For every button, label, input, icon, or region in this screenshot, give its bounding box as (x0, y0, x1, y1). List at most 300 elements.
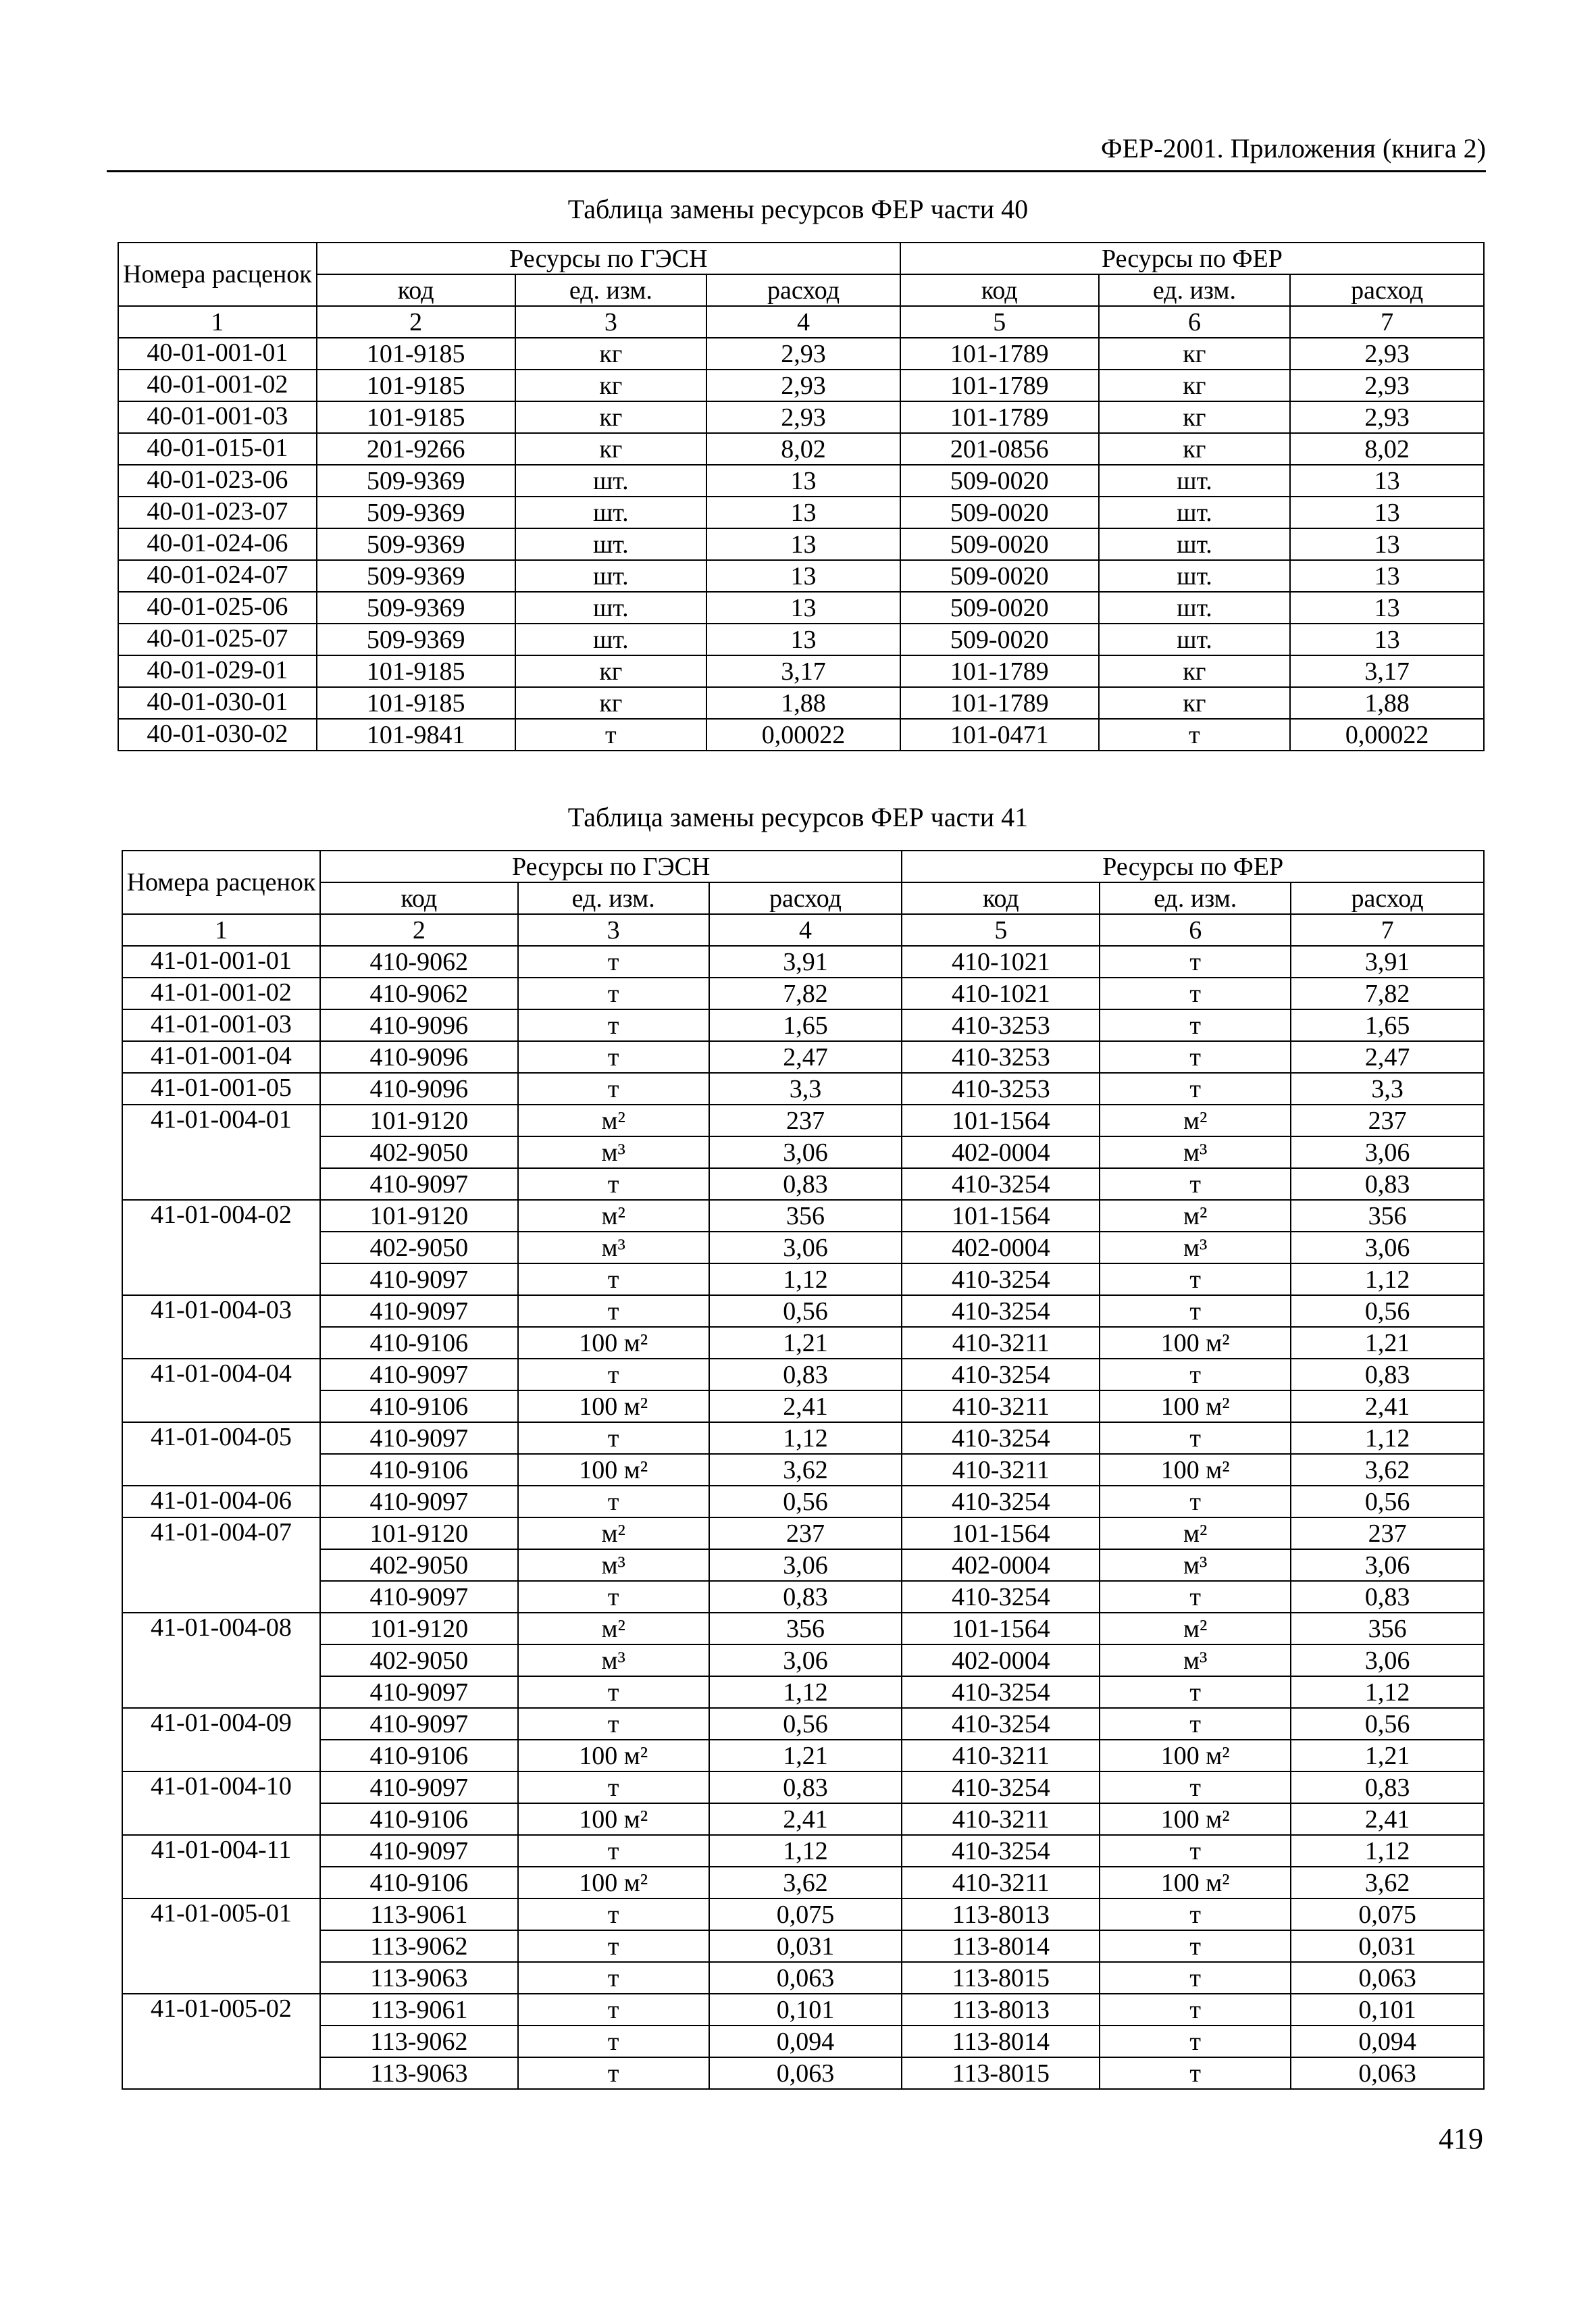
gesn-qty-cell: 3,62 (709, 1867, 902, 1898)
gesn-qty-cell: 2,93 (706, 338, 900, 370)
gesn-qty-cell: 0,101 (709, 1994, 902, 2026)
fer-unit-cell: т (1100, 1930, 1291, 1962)
column-number: 1 (122, 914, 320, 946)
fer-code-cell: 410-3211 (902, 1867, 1100, 1898)
table-row (122, 1136, 1484, 1168)
table-row (118, 528, 1484, 560)
gesn-qty-cell: 2,93 (706, 370, 900, 401)
column-number: 4 (709, 914, 902, 946)
gesn-qty-cell: 7,82 (709, 978, 902, 1009)
fer-qty-cell: 1,21 (1291, 1740, 1484, 1771)
fer-unit-cell: т (1100, 1041, 1291, 1073)
fer-code-cell: 113-8015 (902, 1962, 1100, 1994)
fer-code-cell: 410-3254 (902, 1168, 1100, 1200)
gesn-unit-cell: 100 м² (518, 1867, 709, 1898)
table-row (122, 1422, 1484, 1454)
fer-unit-cell: м² (1100, 1613, 1291, 1644)
gesn-unit-cell: т (518, 2026, 709, 2057)
fer-unit-cell: 100 м² (1100, 1867, 1291, 1898)
gesn-qty-cell: 13 (706, 560, 900, 592)
fer-qty-cell: 13 (1290, 624, 1484, 655)
fer-code-cell: 509-0020 (900, 560, 1099, 592)
fer-unit-cell: т (1100, 946, 1291, 978)
gesn-qty-cell: 3,91 (709, 946, 902, 978)
table-row (118, 338, 1484, 370)
fer-unit-cell: т (1100, 1676, 1291, 1708)
table-row (122, 1803, 1484, 1835)
rate-number-cell: 40-01-024-07 (118, 560, 317, 592)
fer-qty-cell: 356 (1291, 1200, 1484, 1232)
rate-number-cell (122, 1740, 320, 1771)
fer-code-cell: 101-1564 (902, 1613, 1100, 1644)
gesn-code-cell: 410-9106 (320, 1803, 518, 1835)
rate-numbers-header: Номера расценок (118, 243, 317, 306)
gesn-qty-cell: 0,56 (709, 1708, 902, 1740)
fer-unit-cell: шт. (1099, 528, 1291, 560)
fer-code-cell: 101-1789 (900, 370, 1099, 401)
fer-qty-cell: 0,83 (1291, 1359, 1484, 1390)
gesn-code-cell: 410-9097 (320, 1168, 518, 1200)
fer-qty-cell: 2,93 (1290, 338, 1484, 370)
table-row (122, 1105, 1484, 1136)
gesn-code-cell: 410-9106 (320, 1867, 518, 1898)
gesn-qty-cell: 0,83 (709, 1771, 902, 1803)
rate-number-cell (122, 1136, 320, 1168)
fer-unit-cell: т (1100, 2057, 1291, 2089)
table-row (122, 1994, 1484, 2026)
rate-number-cell (122, 1867, 320, 1898)
fer-unit-cell: шт. (1099, 560, 1291, 592)
table-41-body (122, 946, 1484, 2089)
gesn-qty-cell: 3,06 (709, 1232, 902, 1263)
fer-unit-cell: м³ (1100, 1136, 1291, 1168)
fer-qty-cell: 3,06 (1291, 1232, 1484, 1263)
fer-qty-header: расход (1290, 274, 1484, 306)
fer-qty-cell: 0,101 (1291, 1994, 1484, 2026)
gesn-unit-cell: кг (515, 401, 707, 433)
rate-number-cell (122, 1263, 320, 1295)
fer-code-cell: 101-0471 (900, 719, 1099, 751)
gesn-qty-cell: 0,83 (709, 1168, 902, 1200)
fer-unit-cell: т (1100, 1359, 1291, 1390)
gesn-code-cell: 410-9062 (320, 946, 518, 978)
rate-number-cell: 41-01-001-01 (122, 946, 320, 978)
gesn-qty-cell: 3,62 (709, 1454, 902, 1486)
gesn-code-cell: 410-9106 (320, 1454, 518, 1486)
table-row (118, 560, 1484, 592)
fer-unit-cell: шт. (1099, 497, 1291, 528)
fer-unit-cell: шт. (1099, 624, 1291, 655)
rate-number-cell: 41-01-001-05 (122, 1073, 320, 1105)
gesn-code-cell: 402-9050 (320, 1549, 518, 1581)
column-number: 5 (902, 914, 1100, 946)
fer-unit-cell: т (1100, 1771, 1291, 1803)
fer-code-cell: 410-3254 (902, 1263, 1100, 1295)
gesn-code-cell: 509-9369 (317, 465, 515, 497)
fer-code-cell: 410-3253 (902, 1041, 1100, 1073)
table-row (122, 2057, 1484, 2089)
fer-code-cell: 101-1789 (900, 687, 1099, 719)
gesn-unit-cell: шт. (515, 560, 707, 592)
gesn-code-cell: 509-9369 (317, 624, 515, 655)
table-row (118, 401, 1484, 433)
table-row (122, 1708, 1484, 1740)
gesn-unit-cell: м³ (518, 1136, 709, 1168)
table-row (122, 1454, 1484, 1486)
rate-number-cell: 40-01-001-01 (118, 338, 317, 370)
fer-qty-cell: 8,02 (1290, 433, 1484, 465)
fer-code-cell: 410-3211 (902, 1327, 1100, 1359)
rate-number-cell (122, 1168, 320, 1200)
table-row (118, 465, 1484, 497)
rate-number-cell: 41-01-004-02 (122, 1200, 320, 1232)
rate-number-cell: 41-01-004-03 (122, 1295, 320, 1327)
gesn-code-cell: 101-9185 (317, 687, 515, 719)
fer-code-cell: 410-3254 (902, 1771, 1100, 1803)
fer-group-header: Ресурсы по ФЕР (900, 243, 1484, 274)
gesn-code-cell: 113-9061 (320, 1898, 518, 1930)
fer-qty-cell: 0,063 (1291, 1962, 1484, 1994)
fer-unit-cell: м³ (1100, 1549, 1291, 1581)
rate-number-cell (122, 1962, 320, 1994)
fer-unit-cell: т (1100, 1486, 1291, 1517)
running-header: ФЕР-2001. Приложения (книга 2) (107, 132, 1486, 172)
table-row (118, 497, 1484, 528)
gesn-unit-cell: 100 м² (518, 1740, 709, 1771)
gesn-qty-cell: 356 (709, 1613, 902, 1644)
rate-number-cell: 40-01-029-01 (118, 655, 317, 687)
fer-qty-cell: 2,41 (1291, 1803, 1484, 1835)
gesn-unit-cell: м³ (518, 1232, 709, 1263)
fer-group-header: Ресурсы по ФЕР (902, 851, 1484, 882)
gesn-unit-cell: кг (515, 370, 707, 401)
fer-qty-cell: 13 (1290, 465, 1484, 497)
fer-code-cell: 410-3254 (902, 1486, 1100, 1517)
gesn-code-cell: 410-9096 (320, 1041, 518, 1073)
gesn-code-cell: 410-9097 (320, 1581, 518, 1613)
gesn-code-cell: 410-9097 (320, 1422, 518, 1454)
gesn-unit-cell: шт. (515, 497, 707, 528)
gesn-unit-cell: т (518, 1708, 709, 1740)
column-number: 5 (900, 306, 1099, 338)
rate-number-cell: 40-01-030-02 (118, 719, 317, 751)
fer-qty-cell: 0,83 (1291, 1168, 1484, 1200)
gesn-code-cell: 410-9097 (320, 1771, 518, 1803)
table-row (122, 1390, 1484, 1422)
gesn-unit-cell: т (518, 1009, 709, 1041)
fer-qty-cell: 7,82 (1291, 978, 1484, 1009)
fer-qty-cell: 0,56 (1291, 1486, 1484, 1517)
fer-qty-cell: 0,031 (1291, 1930, 1484, 1962)
fer-unit-cell: м³ (1100, 1644, 1291, 1676)
fer-qty-cell: 0,094 (1291, 2026, 1484, 2057)
gesn-unit-cell: м³ (518, 1644, 709, 1676)
fer-qty-cell: 2,93 (1290, 401, 1484, 433)
table-row (122, 1009, 1484, 1041)
rate-number-cell: 41-01-004-06 (122, 1486, 320, 1517)
gesn-unit-cell: т (518, 1263, 709, 1295)
fer-unit-cell: т (1100, 1581, 1291, 1613)
fer-unit-header: ед. изм. (1100, 882, 1291, 914)
fer-qty-cell: 237 (1291, 1517, 1484, 1549)
table-row (118, 719, 1484, 751)
fer-code-cell: 410-3254 (902, 1422, 1100, 1454)
rate-number-cell: 41-01-001-02 (122, 978, 320, 1009)
page-number: 419 (1439, 2122, 1483, 2155)
gesn-qty-cell: 356 (709, 1200, 902, 1232)
gesn-qty-cell: 0,063 (709, 1962, 902, 1994)
gesn-code-cell: 101-9185 (317, 338, 515, 370)
fer-qty-cell: 0,063 (1291, 2057, 1484, 2089)
table-row (122, 946, 1484, 978)
gesn-unit-header: ед. изм. (518, 882, 709, 914)
table-row (122, 1549, 1484, 1581)
table-row (122, 1676, 1484, 1708)
gesn-unit-cell: кг (515, 433, 707, 465)
fer-qty-cell: 1,88 (1290, 687, 1484, 719)
rate-number-cell (122, 1327, 320, 1359)
fer-unit-cell: т (1100, 1295, 1291, 1327)
fer-unit-cell: т (1100, 1009, 1291, 1041)
rate-number-cell (122, 1930, 320, 1962)
gesn-qty-cell: 1,88 (706, 687, 900, 719)
fer-unit-cell: кг (1099, 655, 1291, 687)
gesn-qty-cell: 2,93 (706, 401, 900, 433)
gesn-code-cell: 410-9096 (320, 1009, 518, 1041)
table-row (122, 1359, 1484, 1390)
fer-code-cell: 113-8013 (902, 1898, 1100, 1930)
fer-code-cell: 402-0004 (902, 1644, 1100, 1676)
fer-code-cell: 509-0020 (900, 465, 1099, 497)
fer-code-cell: 410-3211 (902, 1454, 1100, 1486)
fer-unit-cell: т (1100, 1708, 1291, 1740)
gesn-unit-cell: т (515, 719, 707, 751)
gesn-code-cell: 101-9120 (320, 1517, 518, 1549)
gesn-code-cell: 410-9106 (320, 1327, 518, 1359)
gesn-unit-cell: 100 м² (518, 1454, 709, 1486)
table-row (118, 592, 1484, 624)
fer-code-cell: 410-3254 (902, 1359, 1100, 1390)
fer-unit-cell: кг (1099, 370, 1291, 401)
fer-code-cell: 402-0004 (902, 1136, 1100, 1168)
gesn-code-cell: 410-9106 (320, 1390, 518, 1422)
rate-number-cell: 40-01-001-02 (118, 370, 317, 401)
gesn-code-cell: 101-9185 (317, 655, 515, 687)
gesn-code-cell: 402-9050 (320, 1136, 518, 1168)
fer-code-cell: 101-1564 (902, 1105, 1100, 1136)
column-number: 4 (706, 306, 900, 338)
gesn-qty-cell: 0,56 (709, 1486, 902, 1517)
gesn-qty-cell: 1,65 (709, 1009, 902, 1041)
fer-qty-cell: 0,83 (1291, 1771, 1484, 1803)
gesn-unit-cell: 100 м² (518, 1390, 709, 1422)
fer-unit-cell: т (1099, 719, 1291, 751)
table-row (118, 687, 1484, 719)
gesn-code-cell: 509-9369 (317, 592, 515, 624)
gesn-qty-cell: 0,00022 (706, 719, 900, 751)
table-row (122, 1295, 1484, 1327)
column-number: 1 (118, 306, 317, 338)
gesn-code-cell: 101-9120 (320, 1105, 518, 1136)
column-number: 6 (1100, 914, 1291, 946)
table-row (122, 1898, 1484, 1930)
gesn-qty-cell: 3,3 (709, 1073, 902, 1105)
gesn-qty-cell: 13 (706, 624, 900, 655)
table-40 (118, 242, 1485, 751)
table-row (122, 1073, 1484, 1105)
rate-number-cell: 40-01-015-01 (118, 433, 317, 465)
fer-code-cell: 509-0020 (900, 528, 1099, 560)
rate-number-cell (122, 1390, 320, 1422)
fer-code-cell: 410-3254 (902, 1676, 1100, 1708)
fer-qty-cell: 3,91 (1291, 946, 1484, 978)
fer-qty-cell: 0,00022 (1290, 719, 1484, 751)
gesn-code-cell: 410-9062 (320, 978, 518, 1009)
gesn-unit-cell: т (518, 2057, 709, 2089)
fer-code-cell: 410-3254 (902, 1708, 1100, 1740)
rate-number-cell: 40-01-024-06 (118, 528, 317, 560)
table-row (122, 1232, 1484, 1263)
table-row (122, 1930, 1484, 1962)
fer-code-cell: 113-8015 (902, 2057, 1100, 2089)
fer-qty-cell: 0,83 (1291, 1581, 1484, 1613)
fer-qty-cell: 3,06 (1291, 1136, 1484, 1168)
gesn-unit-cell: шт. (515, 592, 707, 624)
rate-number-cell (122, 2057, 320, 2089)
gesn-qty-cell: 1,12 (709, 1263, 902, 1295)
gesn-qty-cell: 3,06 (709, 1644, 902, 1676)
table-40-caption: Таблица замены ресурсов ФЕР части 40 (567, 194, 1029, 224)
table-row (118, 370, 1484, 401)
gesn-code-cell: 113-9063 (320, 1962, 518, 1994)
fer-qty-cell: 13 (1290, 592, 1484, 624)
gesn-code-header: код (317, 274, 515, 306)
table-row (122, 1327, 1484, 1359)
rate-number-cell (122, 2026, 320, 2057)
fer-qty-cell: 3,62 (1291, 1454, 1484, 1486)
gesn-qty-cell: 0,075 (709, 1898, 902, 1930)
gesn-qty-cell: 2,47 (709, 1041, 902, 1073)
gesn-unit-cell: шт. (515, 528, 707, 560)
gesn-qty-cell: 1,12 (709, 1676, 902, 1708)
fer-qty-cell: 1,12 (1291, 1676, 1484, 1708)
table-row (118, 433, 1484, 465)
gesn-group-header: Ресурсы по ГЭСН (317, 243, 900, 274)
table-row (122, 1962, 1484, 1994)
gesn-unit-cell: шт. (515, 465, 707, 497)
fer-unit-cell: м³ (1100, 1232, 1291, 1263)
table-row (122, 1644, 1484, 1676)
gesn-unit-cell: т (518, 1041, 709, 1073)
rate-number-cell: 40-01-023-07 (118, 497, 317, 528)
rate-number-cell: 41-01-004-04 (122, 1359, 320, 1390)
rate-number-cell: 41-01-004-09 (122, 1708, 320, 1740)
column-number: 6 (1099, 306, 1291, 338)
gesn-qty-cell: 1,21 (709, 1740, 902, 1771)
gesn-unit-cell: т (518, 1168, 709, 1200)
fer-unit-cell: 100 м² (1100, 1740, 1291, 1771)
fer-code-header: код (902, 882, 1100, 914)
gesn-unit-cell: т (518, 1486, 709, 1517)
fer-code-cell: 410-3254 (902, 1581, 1100, 1613)
gesn-qty-header: расход (706, 274, 900, 306)
gesn-qty-cell: 8,02 (706, 433, 900, 465)
column-number: 3 (515, 306, 707, 338)
fer-qty-header: расход (1291, 882, 1484, 914)
fer-unit-cell: т (1100, 1835, 1291, 1867)
rate-number-cell: 41-01-004-11 (122, 1835, 320, 1867)
gesn-qty-cell: 2,41 (709, 1390, 902, 1422)
gesn-unit-cell: т (518, 1835, 709, 1867)
column-number: 2 (320, 914, 518, 946)
gesn-qty-cell: 13 (706, 465, 900, 497)
fer-qty-cell: 2,47 (1291, 1041, 1484, 1073)
gesn-qty-cell: 0,031 (709, 1930, 902, 1962)
column-number: 7 (1290, 306, 1484, 338)
gesn-unit-cell: кг (515, 338, 707, 370)
fer-unit-cell: кг (1099, 338, 1291, 370)
fer-unit-cell: шт. (1099, 465, 1291, 497)
gesn-code-cell: 509-9369 (317, 497, 515, 528)
gesn-qty-cell: 0,56 (709, 1295, 902, 1327)
table-row (118, 655, 1484, 687)
fer-code-cell: 410-3253 (902, 1009, 1100, 1041)
rate-number-cell: 41-01-004-05 (122, 1422, 320, 1454)
fer-qty-cell: 3,62 (1291, 1867, 1484, 1898)
gesn-unit-cell: кг (515, 655, 707, 687)
fer-qty-cell: 1,12 (1291, 1422, 1484, 1454)
fer-code-cell: 402-0004 (902, 1549, 1100, 1581)
gesn-qty-cell: 0,094 (709, 2026, 902, 2057)
gesn-unit-cell: т (518, 1962, 709, 1994)
rate-number-cell: 41-01-004-07 (122, 1517, 320, 1549)
fer-unit-cell: т (1100, 1422, 1291, 1454)
gesn-qty-cell: 1,21 (709, 1327, 902, 1359)
fer-unit-cell: т (1100, 1994, 1291, 2026)
gesn-code-cell: 113-9062 (320, 1930, 518, 1962)
rate-number-cell (122, 1581, 320, 1613)
gesn-unit-cell: м² (518, 1105, 709, 1136)
column-number: 3 (518, 914, 709, 946)
gesn-unit-cell: 100 м² (518, 1803, 709, 1835)
rate-number-cell: 41-01-005-01 (122, 1898, 320, 1930)
gesn-unit-cell: т (518, 946, 709, 978)
gesn-code-cell: 402-9050 (320, 1232, 518, 1263)
gesn-code-cell: 410-9097 (320, 1295, 518, 1327)
fer-qty-cell: 237 (1291, 1105, 1484, 1136)
gesn-qty-cell: 3,06 (709, 1549, 902, 1581)
fer-unit-cell: 100 м² (1100, 1454, 1291, 1486)
rate-number-cell: 40-01-023-06 (118, 465, 317, 497)
fer-qty-cell: 2,41 (1291, 1390, 1484, 1422)
fer-unit-cell: т (1100, 1898, 1291, 1930)
fer-code-cell: 410-3211 (902, 1803, 1100, 1835)
rate-number-cell: 40-01-001-03 (118, 401, 317, 433)
fer-unit-cell: т (1100, 1962, 1291, 1994)
gesn-code-cell: 113-9063 (320, 2057, 518, 2089)
rate-number-cell: 40-01-025-07 (118, 624, 317, 655)
gesn-code-cell: 113-9061 (320, 1994, 518, 2026)
gesn-code-cell: 410-9097 (320, 1835, 518, 1867)
rate-number-cell (122, 1454, 320, 1486)
gesn-qty-cell: 1,12 (709, 1422, 902, 1454)
gesn-qty-cell: 237 (709, 1105, 902, 1136)
fer-unit-cell: м² (1100, 1517, 1291, 1549)
gesn-code-cell: 101-9120 (320, 1613, 518, 1644)
fer-code-cell: 113-8014 (902, 2026, 1100, 2057)
gesn-unit-cell: кг (515, 687, 707, 719)
rate-number-cell: 40-01-030-01 (118, 687, 317, 719)
